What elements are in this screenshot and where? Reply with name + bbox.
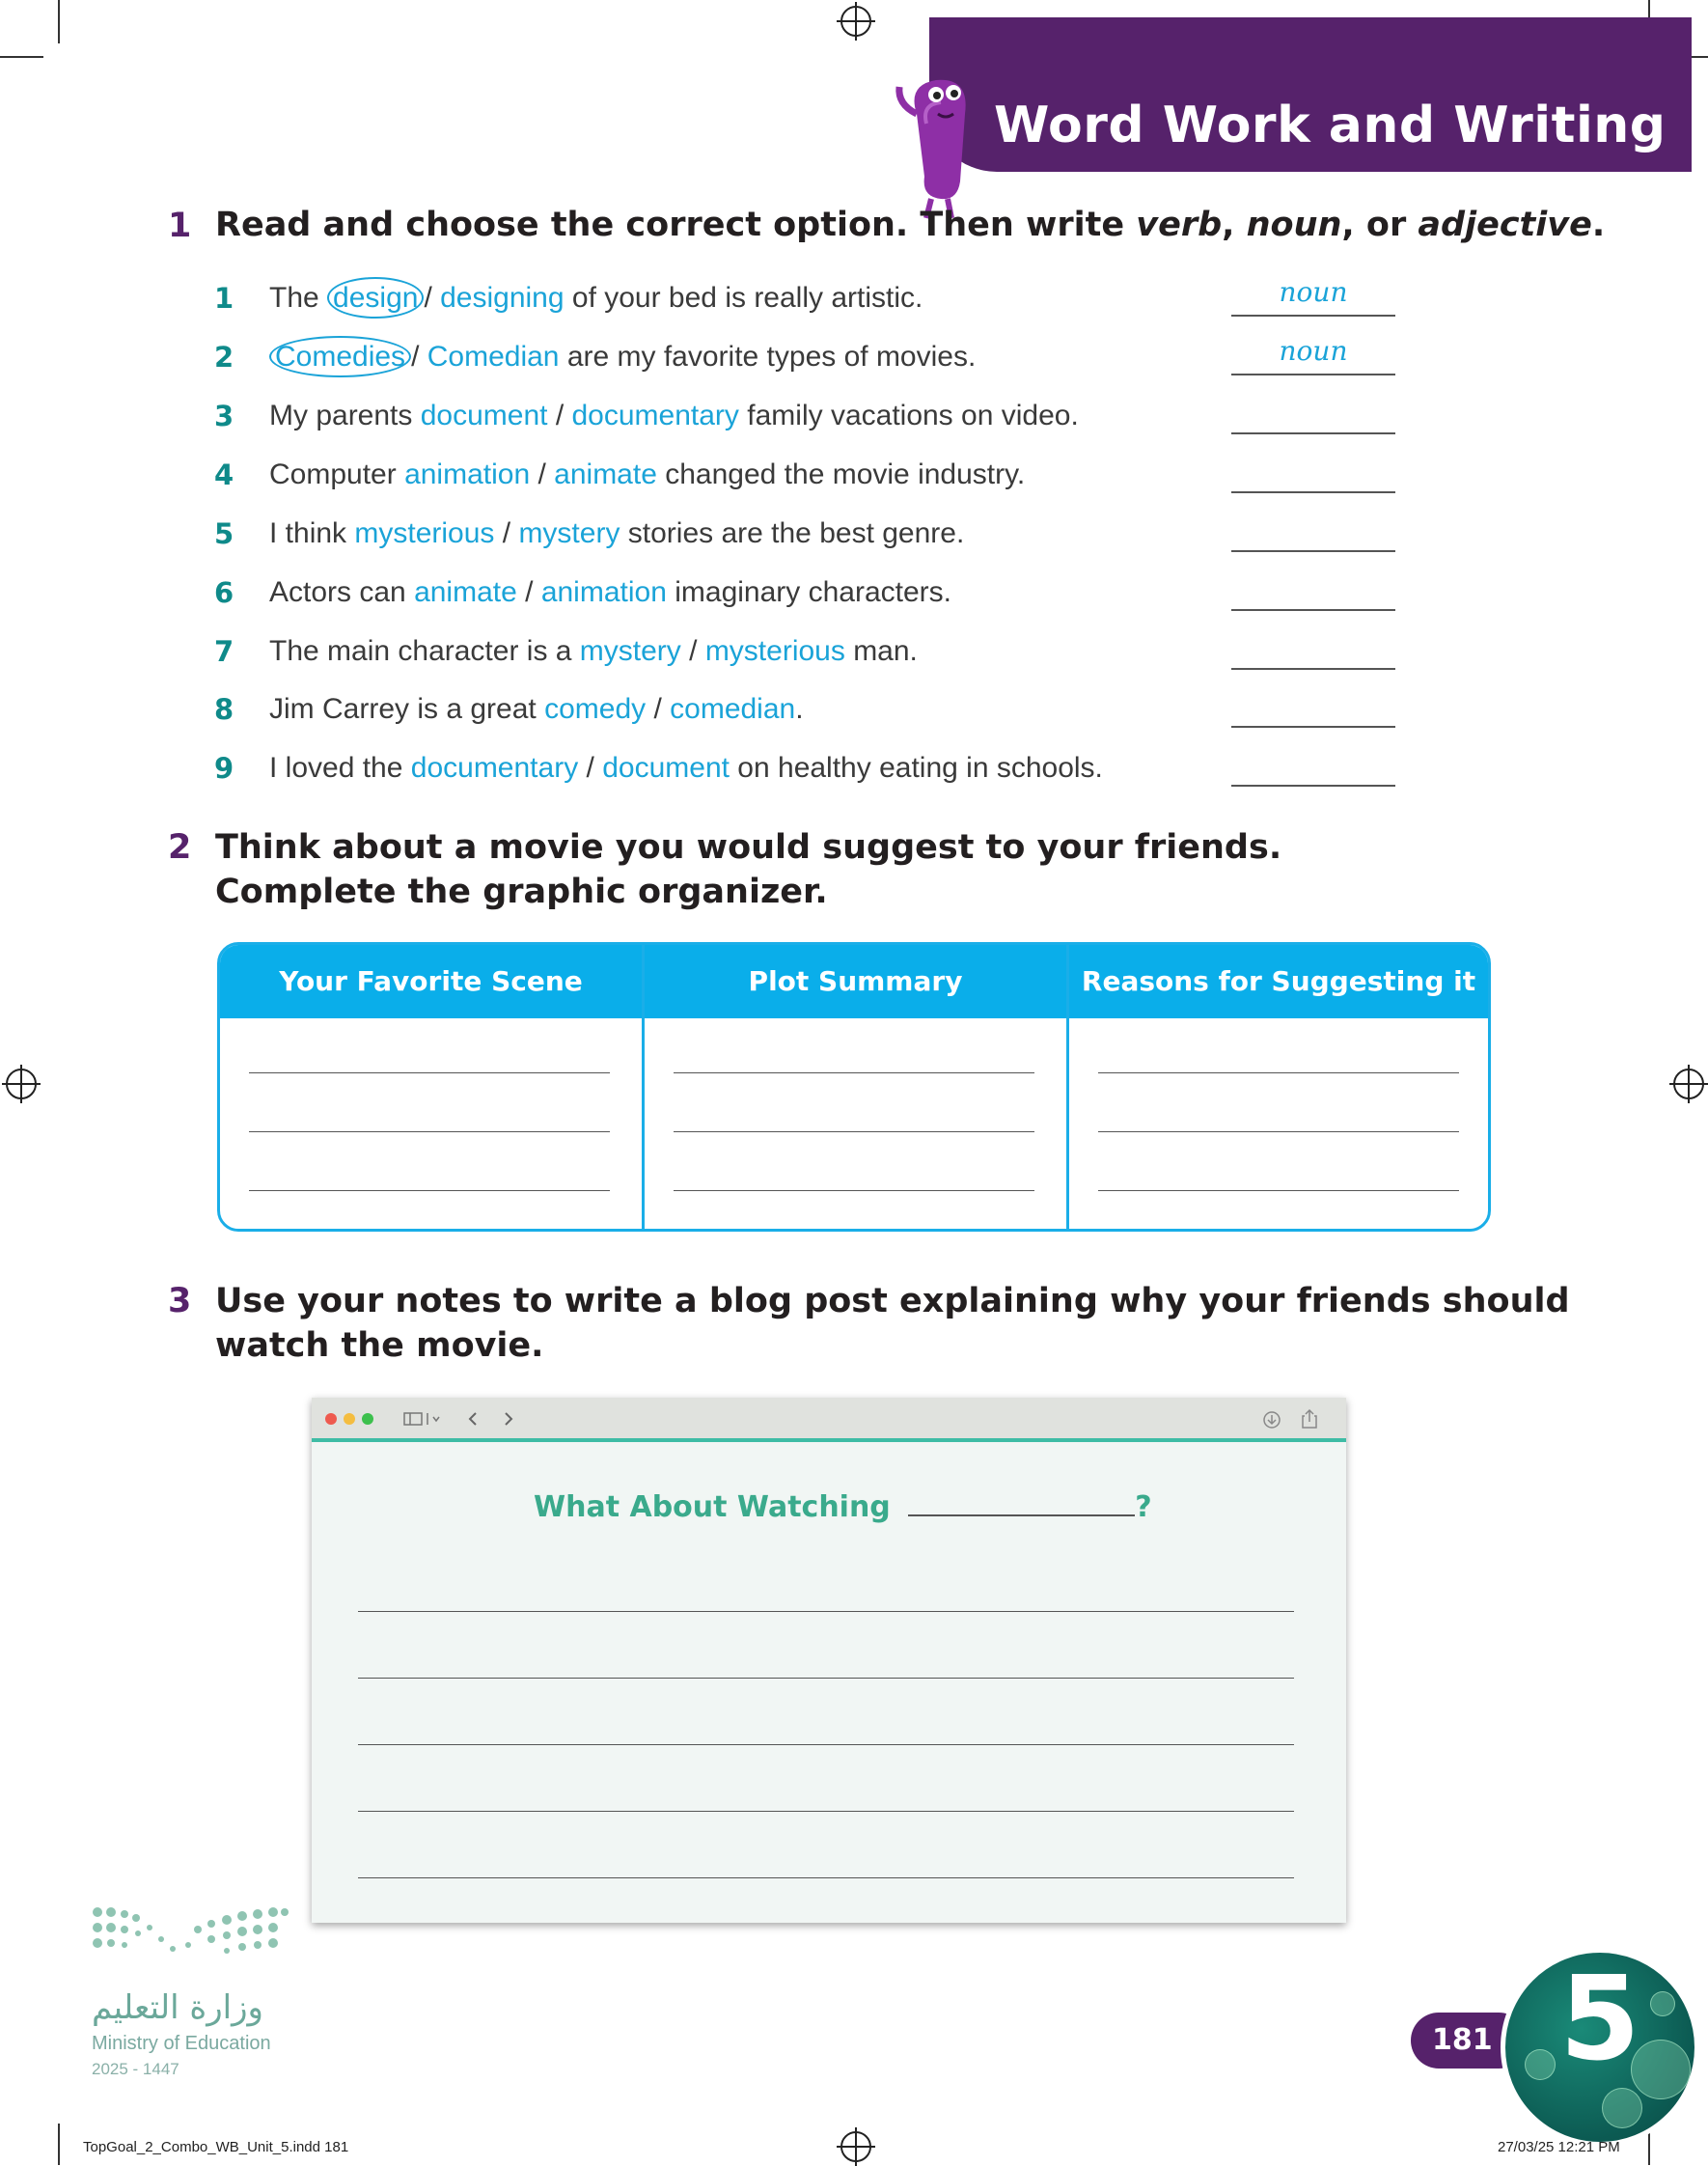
- ministry-name: Ministry of Education: [92, 2033, 271, 2054]
- exercise-item: [214, 693, 1411, 751]
- item-number: 8: [214, 693, 234, 726]
- writing-line[interactable]: [249, 1131, 610, 1132]
- writing-line[interactable]: [1098, 1131, 1459, 1132]
- item-sentence: Comedies / Comedian are my favorite types of movies.: [269, 341, 976, 374]
- item-number: 1: [214, 282, 234, 315]
- answer-line[interactable]: [1231, 668, 1395, 670]
- registration-mark-icon: [6, 1069, 37, 1099]
- mascot-icon: [888, 75, 984, 220]
- column-divider: [1066, 945, 1069, 1229]
- browser-toolbar: [312, 1398, 1346, 1442]
- exercise-instruction: Think about a movie you would suggest to your friends. Complete the graphic organizer.: [215, 828, 1282, 911]
- item-sentence: Jim Carrey is a great comedy / comedian.: [269, 693, 804, 725]
- option-2[interactable]: Comedian: [427, 341, 560, 373]
- ministry-year: 2025 - 1447: [92, 2060, 179, 2078]
- close-dot-icon[interactable]: [325, 1413, 337, 1425]
- answer-line[interactable]: [1231, 726, 1395, 728]
- exercise-number: 3: [168, 1282, 192, 1320]
- option-2[interactable]: mysterious: [704, 635, 845, 667]
- writing-line[interactable]: [674, 1072, 1034, 1073]
- writing-line[interactable]: [249, 1072, 610, 1073]
- option-1[interactable]: Comedies: [269, 336, 411, 377]
- writing-line[interactable]: [249, 1190, 610, 1191]
- ministry-logo-icon: [92, 1906, 289, 1974]
- option-1[interactable]: comedy: [544, 693, 647, 725]
- option-1[interactable]: document: [420, 400, 548, 431]
- organizer-header: Your Favorite Scene: [220, 945, 642, 1018]
- item-sentence: The main character is a mystery / mysterious man.: [269, 635, 918, 667]
- blog-title-blank[interactable]: [908, 1514, 1135, 1516]
- maximize-dot-icon[interactable]: [362, 1413, 373, 1425]
- registration-mark-icon: [1673, 1069, 1704, 1099]
- option-1[interactable]: mystery: [579, 635, 681, 667]
- option-2[interactable]: mystery: [518, 517, 620, 549]
- item-number: 3: [214, 400, 234, 432]
- blog-browser-window: [312, 1398, 1346, 1923]
- exercise-item: [214, 400, 1411, 458]
- back-icon[interactable]: [466, 1411, 480, 1427]
- option-2[interactable]: document: [602, 752, 730, 784]
- exercise-item: [214, 458, 1411, 516]
- writing-line[interactable]: [674, 1190, 1034, 1191]
- option-2[interactable]: animation: [540, 576, 667, 608]
- item-number: 5: [214, 517, 234, 550]
- option-2[interactable]: animate: [554, 458, 657, 490]
- option-2[interactable]: comedian: [670, 693, 796, 725]
- exercise-item: [214, 752, 1411, 810]
- crop-mark: [58, 0, 60, 43]
- item-number: 7: [214, 635, 234, 668]
- item-sentence: My parents document / documentary family vacations on video.: [269, 400, 1079, 431]
- registration-mark-icon: [840, 6, 871, 37]
- blog-title: What About Watching ?: [534, 1490, 1152, 1524]
- registration-mark-icon: [840, 2131, 871, 2162]
- answer-line[interactable]: [1231, 785, 1395, 787]
- item-number: 4: [214, 458, 234, 491]
- share-icon[interactable]: [1301, 1408, 1318, 1430]
- writing-line[interactable]: [1098, 1072, 1459, 1073]
- item-sentence: Actors can animate / animation imaginary characters.: [269, 576, 951, 608]
- answer-line[interactable]: [1231, 374, 1395, 375]
- exercise-item: [214, 635, 1411, 693]
- exercise-item: [214, 335, 1411, 399]
- writing-line[interactable]: [358, 1811, 1294, 1812]
- item-sentence: The design / designing of your bed is really artistic.: [269, 282, 923, 315]
- writing-line[interactable]: [358, 1744, 1294, 1745]
- writing-line[interactable]: [1098, 1190, 1459, 1191]
- writing-line[interactable]: [358, 1678, 1294, 1679]
- organizer-header: Plot Summary: [645, 945, 1066, 1018]
- answer-line[interactable]: [1231, 315, 1395, 317]
- writing-line[interactable]: [674, 1131, 1034, 1132]
- ministry-name-arabic: وزارة التعليم: [92, 1988, 263, 2027]
- page-title: Word Work and Writing: [994, 97, 1667, 154]
- file-slug: TopGoal_2_Combo_WB_Unit_5.indd 181: [83, 2139, 349, 2155]
- sidebar-toggle-icon[interactable]: [403, 1411, 444, 1427]
- download-icon[interactable]: [1262, 1410, 1281, 1430]
- crop-mark: [0, 56, 43, 58]
- page-number: 181: [1411, 2013, 1527, 2069]
- option-1[interactable]: documentary: [410, 752, 579, 784]
- option-1[interactable]: animate: [414, 576, 517, 608]
- exercise-number: 2: [168, 828, 192, 867]
- column-divider: [642, 945, 645, 1229]
- exercise-instruction: Use your notes to write a blog post explaining why your friends should watch the movie.: [215, 1282, 1570, 1365]
- crop-mark: [58, 2124, 60, 2165]
- option-1[interactable]: animation: [404, 458, 531, 490]
- exercise-item: [214, 517, 1411, 575]
- exercise-number: 1: [168, 207, 192, 245]
- graphic-organizer: [217, 942, 1491, 1232]
- minimize-dot-icon[interactable]: [344, 1413, 355, 1425]
- option-1[interactable]: mysterious: [354, 517, 495, 549]
- item-number: 6: [214, 576, 234, 609]
- answer-text: noun: [1279, 335, 1348, 367]
- answer-line[interactable]: [1231, 609, 1395, 611]
- option-1[interactable]: design: [327, 277, 424, 319]
- answer-line[interactable]: [1231, 491, 1395, 493]
- writing-line[interactable]: [358, 1877, 1294, 1878]
- print-timestamp: 27/03/25 12:21 PM: [1498, 2139, 1620, 2155]
- organizer-header: Reasons for Suggesting it: [1069, 945, 1488, 1018]
- item-number: 9: [214, 752, 234, 785]
- item-sentence: Computer animation / animate changed the movie industry.: [269, 458, 1026, 490]
- exercise-instruction: Read and choose the correct option. Then write verb, noun, or adjective.: [215, 206, 1606, 244]
- item-number: 2: [214, 341, 234, 374]
- item-sentence: I think mysterious / mystery stories are the best genre.: [269, 517, 965, 549]
- option-2[interactable]: designing: [440, 282, 565, 314]
- writing-line[interactable]: [358, 1611, 1294, 1612]
- exercise-item: [214, 276, 1411, 340]
- item-sentence: I loved the documentary / document on healthy eating in schools.: [269, 752, 1103, 784]
- answer-line[interactable]: [1231, 550, 1395, 552]
- answer-text: noun: [1279, 276, 1348, 308]
- forward-icon[interactable]: [502, 1411, 515, 1427]
- option-2[interactable]: documentary: [571, 400, 739, 431]
- exercise-item: [214, 576, 1411, 634]
- answer-line[interactable]: [1231, 432, 1395, 434]
- unit-number: 5: [1559, 1953, 1640, 2087]
